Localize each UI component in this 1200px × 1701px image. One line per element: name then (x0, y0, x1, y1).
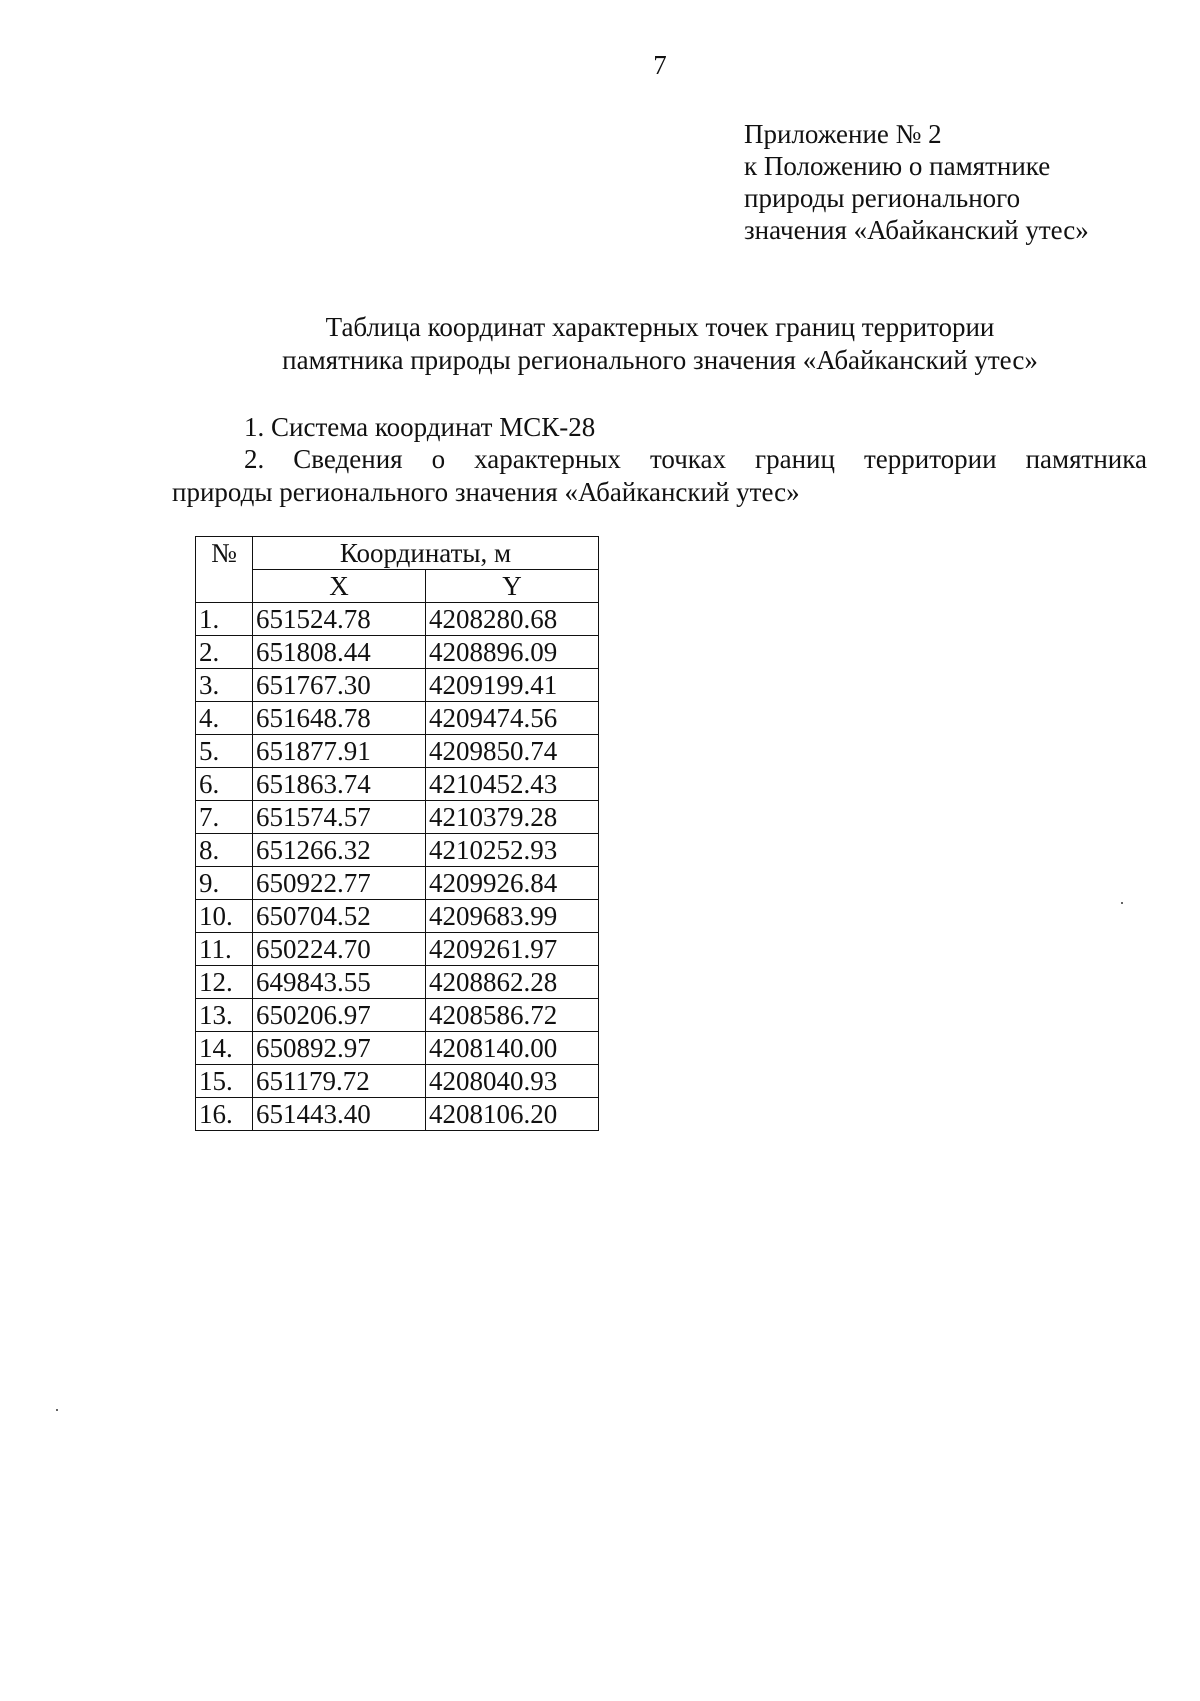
header-number: № (196, 537, 253, 603)
y-coordinate-cell: 4208862.28 (426, 966, 599, 999)
table-row (196, 768, 599, 801)
boundary-points-paragraph (172, 443, 1147, 509)
table-row (196, 867, 599, 900)
table-row (196, 702, 599, 735)
title-line: Таблица координат характерных точек границ территории (325, 312, 995, 342)
point-number-cell: 9. (196, 867, 253, 900)
table-row (196, 834, 599, 867)
table-row (196, 1065, 599, 1098)
document-title (0, 311, 1200, 377)
x-coordinate-cell: 649843.55 (253, 966, 426, 999)
x-coordinate-cell: 650224.70 (253, 933, 426, 966)
x-coordinate-cell: 651524.78 (253, 603, 426, 636)
table-row (196, 1098, 599, 1131)
x-coordinate-cell: 651179.72 (253, 1065, 426, 1098)
y-coordinate-cell: 4210379.28 (426, 801, 599, 834)
page-number: 7 (653, 50, 667, 80)
header-coordinates: Координаты, м (253, 537, 599, 570)
word: памятника (1025, 444, 1147, 474)
word: характерных (474, 444, 621, 474)
appendix-line: значения «Абайканский утес» (744, 215, 1089, 245)
y-coordinate-cell: 4209850.74 (426, 735, 599, 768)
y-coordinate-cell: 4209474.56 (426, 702, 599, 735)
table-row (196, 735, 599, 768)
x-coordinate-cell: 651648.78 (253, 702, 426, 735)
point-number-cell: 11. (196, 933, 253, 966)
header-x: X (253, 570, 426, 603)
x-coordinate-cell: 651877.91 (253, 735, 426, 768)
table-row (196, 999, 599, 1032)
x-coordinate-cell: 651266.32 (253, 834, 426, 867)
coordinates-table (195, 536, 599, 1131)
x-coordinate-cell: 651808.44 (253, 636, 426, 669)
point-number-cell: 6. (196, 768, 253, 801)
y-coordinate-cell: 4209199.41 (426, 669, 599, 702)
table-row (196, 900, 599, 933)
point-number-cell: 5. (196, 735, 253, 768)
y-coordinate-cell: 4208896.09 (426, 636, 599, 669)
point-number-cell: 2. (196, 636, 253, 669)
y-coordinate-cell: 4208040.93 (426, 1065, 599, 1098)
point-number-cell: 7. (196, 801, 253, 834)
word: территории (863, 444, 997, 474)
appendix-line: к Положению о памятнике (744, 151, 1051, 181)
scan-speck (1121, 902, 1123, 904)
table-row (196, 603, 599, 636)
word: Сведения (293, 444, 403, 474)
paragraph-line: природы регионального значения «Абайканский утес» (172, 477, 800, 507)
paragraph-line-justified (172, 443, 1147, 476)
y-coordinate-cell: 4210452.43 (426, 768, 599, 801)
table-row (196, 933, 599, 966)
x-coordinate-cell: 651443.40 (253, 1098, 426, 1131)
y-coordinate-cell: 4210252.93 (426, 834, 599, 867)
x-coordinate-cell: 650892.97 (253, 1032, 426, 1065)
table-header-row (196, 537, 599, 570)
point-number-cell: 3. (196, 669, 253, 702)
point-number-cell: 14. (196, 1032, 253, 1065)
point-number-cell: 13. (196, 999, 253, 1032)
y-coordinate-cell: 4208280.68 (426, 603, 599, 636)
x-coordinate-cell: 650206.97 (253, 999, 426, 1032)
appendix-line: Приложение № 2 (744, 119, 942, 149)
y-coordinate-cell: 4209926.84 (426, 867, 599, 900)
point-number-cell: 12. (196, 966, 253, 999)
word: 2. (244, 444, 265, 474)
y-coordinate-cell: 4208140.00 (426, 1032, 599, 1065)
x-coordinate-cell: 651574.57 (253, 801, 426, 834)
table-row (196, 801, 599, 834)
x-coordinate-cell: 651863.74 (253, 768, 426, 801)
table-row (196, 669, 599, 702)
table-row (196, 636, 599, 669)
scan-speck (56, 1409, 58, 1411)
word: границ (755, 444, 835, 474)
x-coordinate-cell: 651767.30 (253, 669, 426, 702)
table-row (196, 966, 599, 999)
header-y: Y (426, 570, 599, 603)
coordinate-system-paragraph: 1. Система координат МСК-28 (244, 412, 596, 442)
appendix-header (744, 118, 1089, 246)
x-coordinate-cell: 650922.77 (253, 867, 426, 900)
table-header-row (196, 570, 599, 603)
point-number-cell: 10. (196, 900, 253, 933)
y-coordinate-cell: 4209683.99 (426, 900, 599, 933)
x-coordinate-cell: 650704.52 (253, 900, 426, 933)
point-number-cell: 15. (196, 1065, 253, 1098)
table-row (196, 1032, 599, 1065)
table-body (196, 603, 599, 1131)
y-coordinate-cell: 4208106.20 (426, 1098, 599, 1131)
point-number-cell: 8. (196, 834, 253, 867)
point-number-cell: 1. (196, 603, 253, 636)
word: точках (649, 444, 726, 474)
word: о (431, 444, 446, 474)
y-coordinate-cell: 4208586.72 (426, 999, 599, 1032)
y-coordinate-cell: 4209261.97 (426, 933, 599, 966)
point-number-cell: 16. (196, 1098, 253, 1131)
title-line: памятника природы регионального значения «Абайканский утес» (282, 345, 1038, 375)
point-number-cell: 4. (196, 702, 253, 735)
appendix-line: природы регионального (744, 183, 1021, 213)
